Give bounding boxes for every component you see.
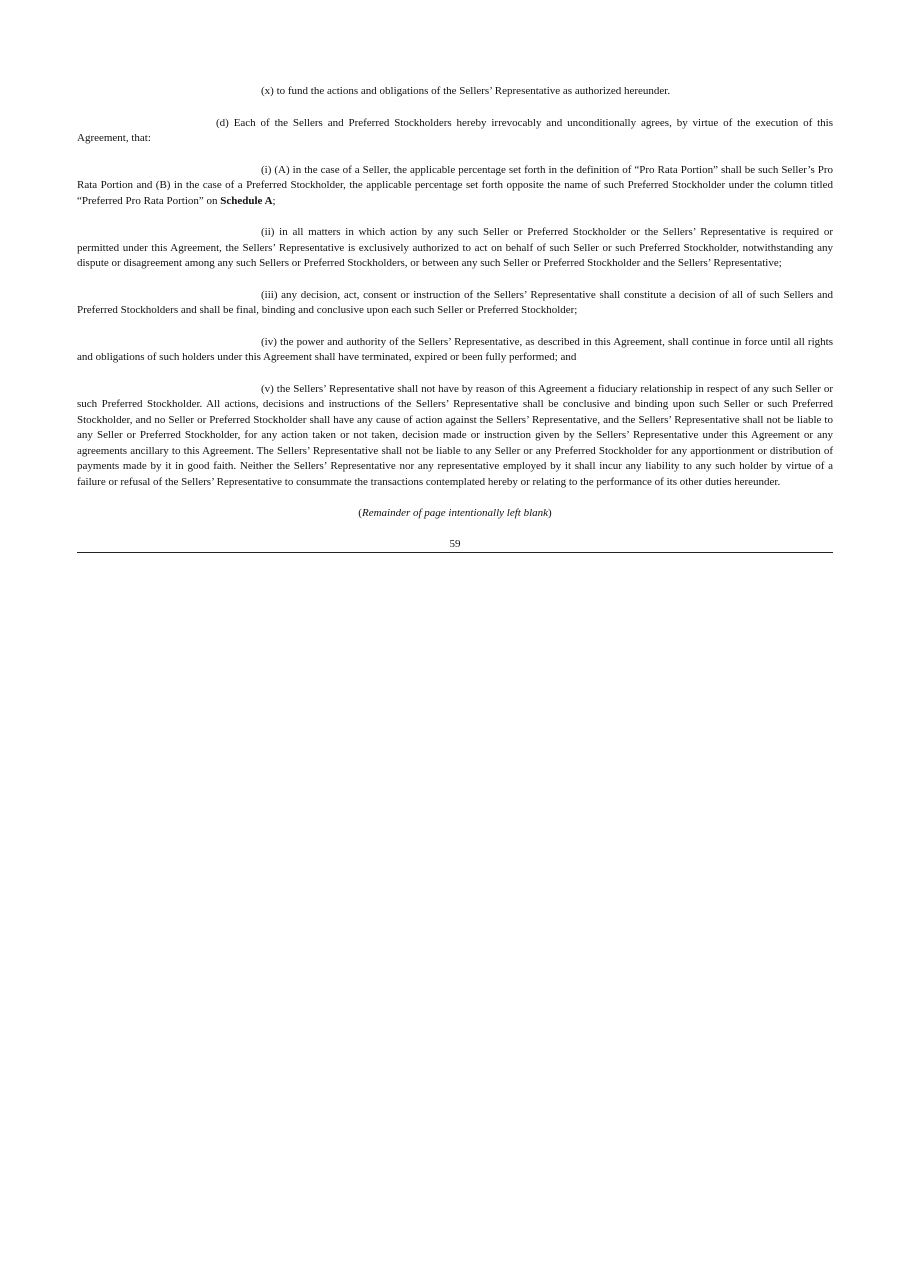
paragraph-i-text: (i) (A) in the case of a Seller, the applicable percentage set forth in the definition of “Pro Rata Portion” shall be such Seller’s Pro Rata Portion and (B) in the case of a Preferred Stockholder, the applicable percentage set forth opposite the name of such Preferred Stockholder under the column titled “Preferred Pro Rata Portion” on — [77, 163, 833, 207]
page-number: 59 — [449, 537, 461, 550]
remainder-close-paren: ) — [548, 507, 552, 519]
remainder-open-paren: ( — [358, 507, 362, 519]
paragraph-v: (v) the Sellers’ Representative shall not have by reason of this Agreement a fiduciary relationship in respect of any such Seller or such Preferred Stockholder. All actions, decisions and instructions of the Sellers’ Representative shall be conclusive and binding upon such Seller or such Preferred Stockholder, and no Seller or Preferred Stockholder shall have any cause of action against the Sellers’ Representative, and the Sellers’ Representative shall not be liable to any Seller or Preferred Stockholder, for any action taken or not taken, decision made or instruction given by the Sellers’ Representative under this Agreement or any agreements ancillary to this Agreement. The Sellers’ Representative shall not be liable to any Seller or any Preferred Stockholder for any apportionment or distribution of payments made by it in good faith. Neither the Sellers’ Representative nor any representative employed by it shall incur any liability to any such holder by virtue of a failure or refusal of the Sellers’ Representative to consummate the transactions contemplated hereby or relating to the performance of its other duties hereunder. — [77, 382, 833, 488]
paragraph-x: (x) to fund the actions and obligations of the Sellers’ Representative as authorized hereunder. — [261, 85, 671, 97]
schedule-a-reference: Schedule A — [220, 194, 273, 207]
paragraph-ii: (ii) in all matters in which action by any such Seller or Preferred Stockholder or the Sellers’ Representative is required or permitted under this Agreement, the Sellers’ Representative is exclusively authorized to act on behalf of such Seller or such Preferred Stockholder, notwithstanding any dispute or disagreement among any such Sellers or Preferred Stockholders, or between any such Seller or Preferred Stockholder and the Sellers’ Representative; — [77, 226, 833, 269]
remainder-text: Remainder of page intentionally left blank — [361, 507, 549, 519]
document-page — [77, 84, 833, 553]
footer-rule — [77, 552, 833, 553]
paragraph-i — [77, 163, 833, 210]
paragraph-i-end: ; — [272, 194, 276, 207]
paragraph-iv: (iv) the power and authority of the Sellers’ Representative, as described in this Agreement, shall continue in force until all rights and obligations of such holders under this Agreement shall have terminated, expired or been fully performed; and — [77, 335, 833, 363]
paragraph-iii: (iii) any decision, act, consent or instruction of the Sellers’ Representative shall constitute a decision of all of such Sellers and Preferred Stockholders and shall be final, binding and conclusive upon each such Seller or Preferred Stockholder; — [77, 288, 833, 316]
remainder-note — [77, 506, 833, 522]
paragraph-d: (d) Each of the Sellers and Preferred Stockholders hereby irrevocably and unconditionally agrees, by virtue of the execution of this Agreement, that: — [77, 116, 833, 144]
